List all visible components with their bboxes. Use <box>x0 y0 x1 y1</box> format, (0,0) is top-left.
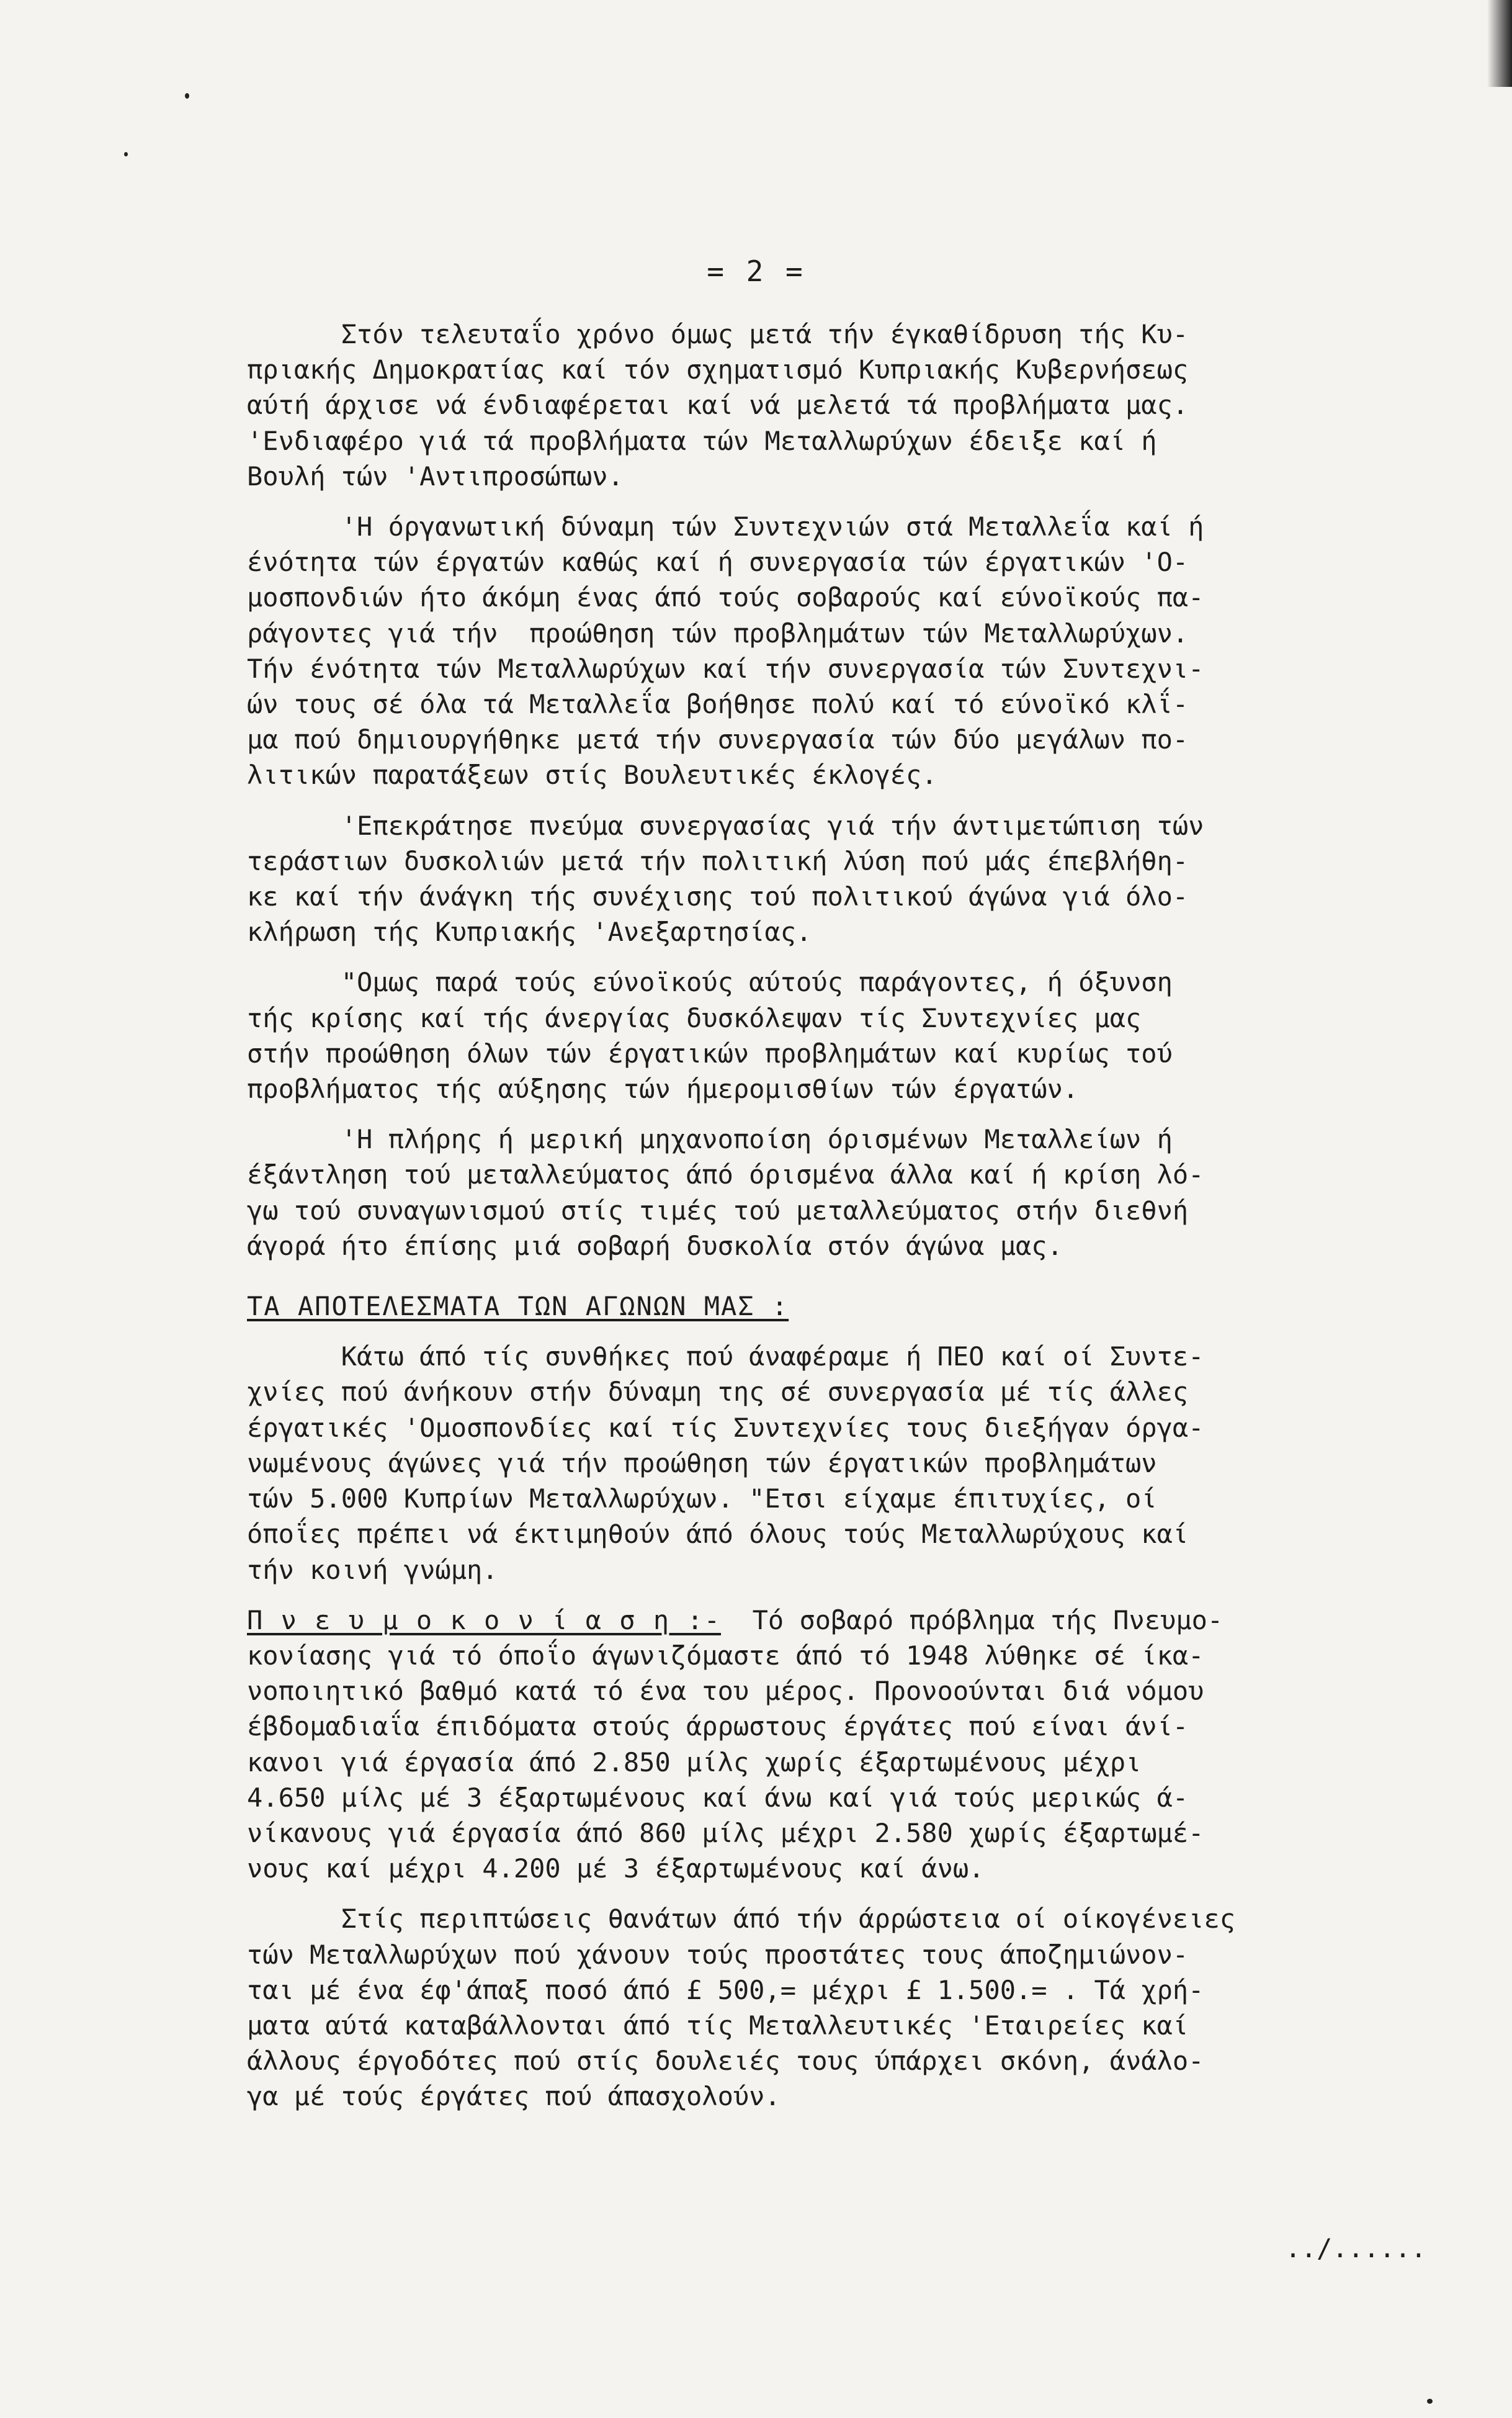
text-line: χνίες πού άνήκουν στήν δύναμη της σέ συνεργασία μέ τίς άλλες <box>247 1377 1189 1408</box>
text-line: 'Η πλήρης ή μερική μηχανοποίση όρισμένων Μεταλλείων ή <box>247 1124 1173 1155</box>
text-fragment: Τό σοβαρό πρόβλημα τής Πνευμο- <box>721 1604 1223 1635</box>
text-line: τών Μεταλλωρύχων πού χάνουν τούς προστάτες τους άποζημιώνον- <box>247 1939 1189 1970</box>
text-line: 4.650 μίλς μέ 3 έξαρτωμένους καί άνω καί γιά τούς μερικώς ά- <box>247 1782 1189 1813</box>
text-line: άλλους έργοδότες πού στίς δουλειές τους ύπάρχει σκόνη, άνάλο- <box>247 2046 1204 2077</box>
paragraph-5 <box>247 1121 1413 1264</box>
paragraph-1 <box>247 317 1413 494</box>
paragraph-2 <box>247 509 1413 793</box>
text-line: ράγοντες γιά τήν προώθηση τών προβλημάτων τών Μεταλλωρύχων. <box>247 618 1189 649</box>
text-line: κονίασης γιά τό όποΐο άγωνιζόμαστε άπό τό 1948 λύθηκε σέ ίκα- <box>247 1640 1204 1671</box>
text-line: κλήρωση τής Κυπριακής 'Ανεξαρτησίας. <box>247 917 812 948</box>
text-line: 'Ενδιαφέρο γιά τά προβλήματα τών Μεταλλωρύχων έδειξε καί ή <box>247 425 1157 456</box>
text-line: τεράστιων δυσκολιών μετά τήν πολιτική λύση πού μάς έπεβλήθη- <box>247 845 1189 876</box>
text-line: "Ομως παρά τούς εύνοϊκούς αύτούς παράγοντες, ή όξυνση <box>247 967 1173 998</box>
text-line: όποΐες πρέπει νά έκτιμηθούν άπό όλους τούς Μεταλλωρύχους καί <box>247 1519 1189 1550</box>
text-line: τής κρίσης καί τής άνεργίας δυσκόλεψαν τίς Συντεχνίες μας <box>247 1002 1142 1033</box>
paragraph-last <box>247 1901 1413 2114</box>
paragraph-4 <box>247 964 1413 1107</box>
scan-edge-shadow <box>1487 0 1512 87</box>
text-line: ένότητα τών έργατών καθώς καί ή συνεργασία τών έργατικών 'Ο- <box>247 547 1189 578</box>
text-line <box>247 1602 1413 1638</box>
text-line: ται μέ ένα έφ'άπαξ ποσό άπό £ 500,= μέχρι £ 1.500.= . Τά χρή- <box>247 1974 1204 2005</box>
text-line: γω τού συναγωνισμού στίς τιμές τού μεταλλεύματος στήν διεθνή <box>247 1195 1189 1226</box>
text-line: στήν προώθηση όλων τών έργατικών προβλημάτων καί κυρίως τού <box>247 1038 1173 1069</box>
text-line: νωμένους άγώνες γιά τήν προώθηση τών έργατικών προβλημάτων <box>247 1447 1157 1478</box>
pneumoconiosis-title: Π ν ε υ μ ο κ ο ν ί α σ η :- <box>247 1604 722 1635</box>
text-line: προβλήματος τής αύξησης τών ήμερομισθίων τών έργατών. <box>247 1074 1079 1105</box>
section-heading-block <box>247 1288 1413 1324</box>
text-line: νοποιητικό βαθμό κατά τό ένα του μέρος. Προνοούνται διά νόμου <box>247 1676 1204 1707</box>
text-line: 'Επεκράτησε πνεύμα συνεργασίας γιά τήν άντιμετώπιση τών <box>247 810 1204 841</box>
text-line: έξάντληση τού μεταλλεύματος άπό όρισμένα άλλα καί ή κρίση λό- <box>247 1159 1204 1190</box>
text-line: έργατικές 'Ομοσπονδίες καί τίς Συντεχνίες τους διεξήγαν όργα- <box>247 1412 1204 1443</box>
page-number: = 2 = <box>707 254 805 288</box>
text-line: τών 5.000 Κυπρίων Μεταλλωρύχων. "Ετσι είχαμε έπιτυχίες, οί <box>247 1483 1157 1514</box>
scan-speck <box>1427 2399 1433 2404</box>
text-line: κε καί τήν άνάγκη τής συνέχισης τού πολιτικού άγώνα γιά όλο- <box>247 881 1189 912</box>
text-line: Στίς περιπτώσεις θανάτων άπό τήν άρρώστεια οί οίκογένειες <box>247 1903 1236 1935</box>
text-line: μοσπονδιών ήτο άκόμη ένας άπό τούς σοβαρούς καί εύνοϊκούς πα- <box>247 582 1204 613</box>
paragraph-3 <box>247 808 1413 950</box>
text-line: Στόν τελευταΐο χρόνο όμως μετά τήν έγκαθίδρυση τής Κυ- <box>247 319 1189 349</box>
text-line: λιτικών παρατάξεων στίς Βουλευτικές έκλογές. <box>247 760 937 791</box>
scan-speck <box>124 152 128 156</box>
text-line: πριακής Δημοκρατίας καί τόν σχηματισμό Κυπριακής Κυβερνήσεως <box>247 354 1189 385</box>
scan-speck <box>185 93 189 99</box>
text-line: νους καί μέχρι 4.200 μέ 3 έξαρτωμένους καί άνω. <box>247 1853 985 1884</box>
text-line: τήν κοινή γνώμη. <box>247 1554 498 1585</box>
text-line: αύτή άρχισε νά ένδιαφέρεται καί νά μελετά τά προβλήματα μας. <box>247 390 1189 421</box>
document-body <box>247 317 1413 2129</box>
continuation-mark: ../...... <box>1285 2233 1426 2263</box>
paragraph-6 <box>247 1339 1413 1587</box>
text-line: Βουλή τών 'Αντιπροσώπων. <box>247 461 624 492</box>
text-line: άγορά ήτο έπίσης μιά σοβαρή δυσκολία στόν άγώνα μας. <box>247 1230 1063 1261</box>
text-line: ματα αύτά καταβάλλονται άπό τίς Μεταλλευτικές 'Εταιρείες καί <box>247 2010 1189 2041</box>
text-line: μα πού δημιουργήθηκε μετά τήν συνεργασία τών δύο μεγάλων πο- <box>247 724 1189 755</box>
text-line: νίκανους γιά έργασία άπό 860 μίλς μέχρι 2.580 χωρίς έξαρτωμέ- <box>247 1817 1204 1848</box>
section-heading: ΤΑ ΑΠΟΤΕΛΕΣΜΑΤΑ ΤΩΝ ΑΓΩΝΩΝ ΜΑΣ : <box>247 1291 789 1322</box>
text-line: έβδομαδιαΐα έπιδόματα στούς άρρωστους έργάτες πού είναι άνί- <box>247 1711 1189 1742</box>
text-line: ών τους σέ όλα τά Μεταλλεΐα βοήθησε πολύ καί τό εύνοϊκό κλΐ- <box>247 689 1189 720</box>
text-line: Κάτω άπό τίς συνθήκες πού άναφέραμε ή ΠΕΟ καί οί Συντε- <box>247 1341 1204 1372</box>
paragraph-pneumoconiosis <box>247 1602 1413 1887</box>
text-line: γα μέ τούς έργάτες πού άπασχολούν. <box>247 2081 781 2112</box>
text-line: 'Η όργανωτική δύναμη τών Συντεχνιών στά Μεταλλεΐα καί ή <box>247 511 1204 542</box>
text-line: κανοι γιά έργασία άπό 2.850 μίλς χωρίς έξαρτωμένους μέχρι <box>247 1746 1142 1778</box>
text-line: Τήν ένότητα τών Μεταλλωρύχων καί τήν συνεργασία τών Συντεχνι- <box>247 653 1204 684</box>
